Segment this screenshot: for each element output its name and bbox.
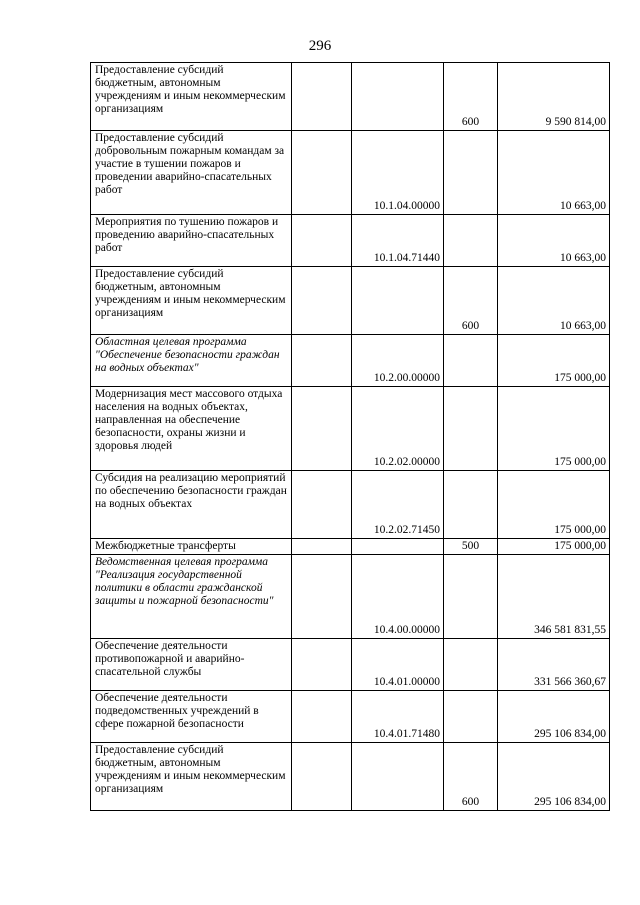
row-type-cell bbox=[444, 639, 498, 691]
row-code-cell: 10.4.01.71480 bbox=[352, 691, 444, 743]
row-amount-cell: 331 566 360,67 bbox=[498, 639, 610, 691]
table-row bbox=[91, 743, 610, 811]
row-empty-cell bbox=[292, 539, 352, 555]
row-amount-cell: 175 000,00 bbox=[498, 471, 610, 539]
row-amount-cell: 9 590 814,00 bbox=[498, 63, 610, 131]
row-name-cell: Предоставление субсидий бюджетным, автономным учреждениям и иным некоммерческим организациям bbox=[91, 267, 292, 335]
row-amount-cell: 175 000,00 bbox=[498, 387, 610, 471]
row-empty-cell bbox=[292, 335, 352, 387]
row-empty-cell bbox=[292, 63, 352, 131]
row-code-cell bbox=[352, 539, 444, 555]
row-type-cell bbox=[444, 215, 498, 267]
row-name-cell: Ведомственная целевая программа "Реализация государственной политики в области гражданской защиты и пожарной безопасности" bbox=[91, 555, 292, 639]
row-name-cell: Предоставление субсидий добровольным пожарным командам за участие в тушении пожаров и проведении аварийно-спасательных работ bbox=[91, 131, 292, 215]
row-amount-cell: 175 000,00 bbox=[498, 335, 610, 387]
row-amount-cell: 175 000,00 bbox=[498, 539, 610, 555]
row-type-cell: 500 bbox=[444, 539, 498, 555]
row-name-cell: Обеспечение деятельности подведомственных учреждений в сфере пожарной безопасности bbox=[91, 691, 292, 743]
row-amount-cell: 10 663,00 bbox=[498, 267, 610, 335]
row-amount-cell: 10 663,00 bbox=[498, 215, 610, 267]
row-type-cell: 600 bbox=[444, 63, 498, 131]
row-name-cell: Предоставление субсидий бюджетным, автономным учреждениям и иным некоммерческим организациям bbox=[91, 743, 292, 811]
table-row bbox=[91, 387, 610, 471]
row-type-cell bbox=[444, 387, 498, 471]
row-code-cell bbox=[352, 743, 444, 811]
row-amount-cell: 295 106 834,00 bbox=[498, 743, 610, 811]
table-row bbox=[91, 131, 610, 215]
table-row bbox=[91, 267, 610, 335]
row-empty-cell bbox=[292, 555, 352, 639]
row-amount-cell: 10 663,00 bbox=[498, 131, 610, 215]
row-type-cell bbox=[444, 131, 498, 215]
row-empty-cell bbox=[292, 215, 352, 267]
row-type-cell bbox=[444, 691, 498, 743]
row-empty-cell bbox=[292, 743, 352, 811]
row-amount-cell: 346 581 831,55 bbox=[498, 555, 610, 639]
table-row bbox=[91, 335, 610, 387]
table-row bbox=[91, 215, 610, 267]
row-name-cell: Мероприятия по тушению пожаров и проведению аварийно-спасательных работ bbox=[91, 215, 292, 267]
row-code-cell: 10.4.00.00000 bbox=[352, 555, 444, 639]
row-type-cell bbox=[444, 335, 498, 387]
row-empty-cell bbox=[292, 387, 352, 471]
row-code-cell bbox=[352, 63, 444, 131]
row-name-cell: Обеспечение деятельности противопожарной и аварийно-спасательной службы bbox=[91, 639, 292, 691]
page-number: 296 bbox=[308, 38, 332, 54]
row-empty-cell bbox=[292, 131, 352, 215]
table-row bbox=[91, 691, 610, 743]
row-empty-cell bbox=[292, 691, 352, 743]
row-empty-cell bbox=[292, 471, 352, 539]
table-row bbox=[91, 639, 610, 691]
row-code-cell: 10.2.02.71450 bbox=[352, 471, 444, 539]
row-code-cell bbox=[352, 267, 444, 335]
row-type-cell: 600 bbox=[444, 267, 498, 335]
row-type-cell: 600 bbox=[444, 743, 498, 811]
row-code-cell: 10.1.04.00000 bbox=[352, 131, 444, 215]
row-code-cell: 10.4.01.00000 bbox=[352, 639, 444, 691]
row-code-cell: 10.1.04.71440 bbox=[352, 215, 444, 267]
budget-table-body bbox=[91, 63, 610, 811]
table-row bbox=[91, 63, 610, 131]
row-code-cell: 10.2.00.00000 bbox=[352, 335, 444, 387]
row-empty-cell bbox=[292, 267, 352, 335]
row-name-cell: Межбюджетные трансферты bbox=[91, 539, 292, 555]
row-name-cell: Предоставление субсидий бюджетным, автономным учреждениям и иным некоммерческим организациям bbox=[91, 63, 292, 131]
table-row bbox=[91, 555, 610, 639]
row-type-cell bbox=[444, 471, 498, 539]
row-type-cell bbox=[444, 555, 498, 639]
table-row bbox=[91, 471, 610, 539]
row-code-cell: 10.2.02.00000 bbox=[352, 387, 444, 471]
budget-table bbox=[90, 62, 610, 811]
row-name-cell: Модернизация мест массового отдыха населения на водных объектах, направленная на обеспечение безопасности, охраны жизни и здоровья людей bbox=[91, 387, 292, 471]
row-empty-cell bbox=[292, 639, 352, 691]
row-amount-cell: 295 106 834,00 bbox=[498, 691, 610, 743]
row-name-cell: Областная целевая программа "Обеспечение безопасности граждан на водных объектах" bbox=[91, 335, 292, 387]
table-row bbox=[91, 539, 610, 555]
row-name-cell: Субсидия на реализацию мероприятий по обеспечению безопасности граждан на водных объектах bbox=[91, 471, 292, 539]
